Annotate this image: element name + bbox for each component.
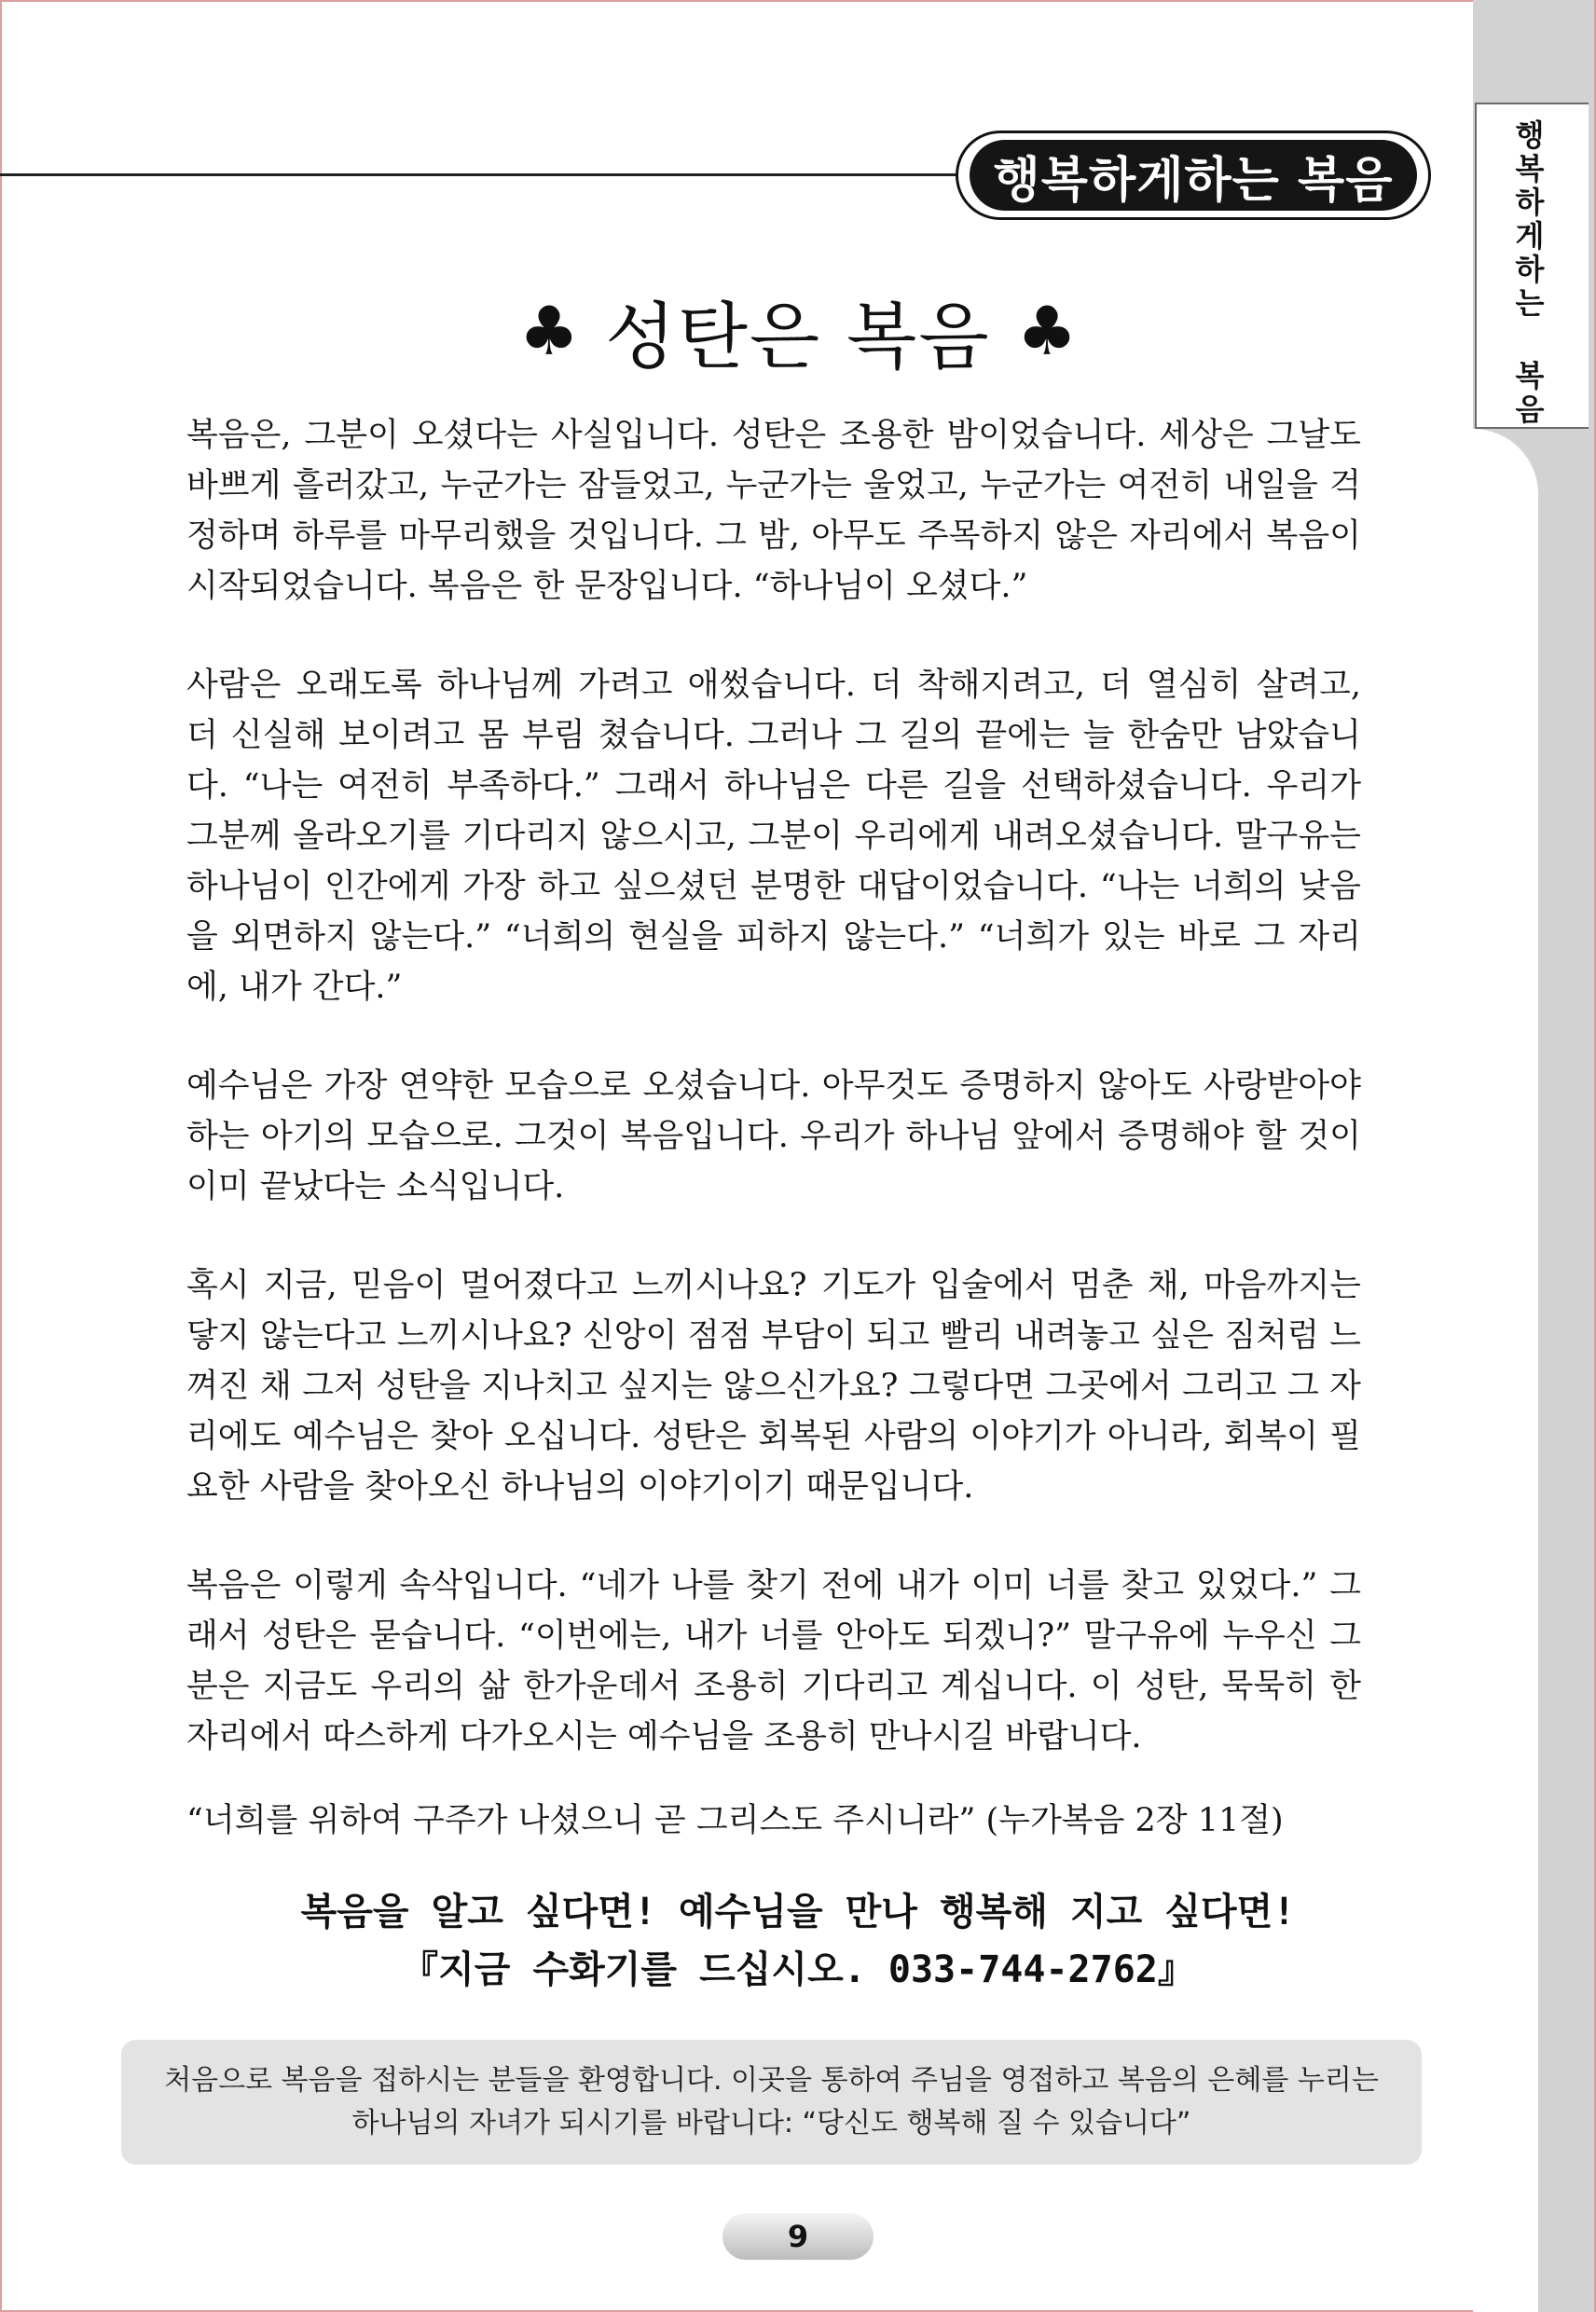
title-text: 성탄은 복음 <box>605 296 991 379</box>
page-number: 9 <box>787 2219 809 2254</box>
side-tab-label: 행복하게하는 복음 <box>1510 119 1546 427</box>
paragraph: 사람은 오래도록 하나님께 가려고 애썼습니다. 더 착해지려고, 더 열심히 살려고, 더 신실해 보이려고 몸 부림 쳤습니다. 그러나 그 길의 끝에는 늘 한숨만 남았습니다. “나는 여전히 부족하다.” 그래서 하나님은 다른 길을 선택하셨습니다. 우리가 그분께 올라오기를 기다리지 않으시고, 그분이 우리에게 내려오셨습니다. 말구유는 하나님이 인간에게 가장 하고 싶으셨던 분명한 대답이었습니다. “나는 너희의 낮음을 외면하지 않는다.” “너희의 현실을 피하지 않는다.” “너희가 있는 바로 그 자리에, 내가 간다.” <box>186 667 1361 1006</box>
article-body <box>186 410 1361 1846</box>
club-icon: ♣ <box>1016 292 1078 370</box>
club-icon: ♣ <box>518 292 580 370</box>
page-number-badge <box>722 2213 874 2260</box>
call-to-action <box>0 1883 1596 1999</box>
cta-line-2: 『지금 수화기를 드십시오. 033-744-2762』 <box>401 1948 1195 1991</box>
side-curve <box>1473 429 1538 2312</box>
paragraph: 예수님은 가장 연약한 모습으로 오셨습니다. 아무것도 증명하지 않아도 사랑받아야 하는 아기의 모습으로. 그것이 복음입니다. 우리가 하나님 앞에서 증명해야 할 것이 이미 끝났다는 소식입니다. <box>186 1067 1361 1205</box>
paragraph: 혹시 지금, 믿음이 멀어졌다고 느끼시나요? 기도가 입술에서 멈춘 채, 마음까지는 닿지 않는다고 느끼시나요? 신앙이 점점 부담이 되고 빨리 내려놓고 싶은 짐처럼 느껴진 채 그저 성탄을 지나치고 싶지는 않으신가요? 그렇다면 그곳에서 그리고 그 자리에도 예수님은 찾아 오십니다. 성탄은 회복된 사람의 이야기가 아니라, 회복이 필요한 사람을 찾아오신 하나님의 이야기이기 때문입니다. <box>186 1267 1361 1506</box>
page-title <box>0 275 1596 387</box>
paragraph: 복음은 이렇게 속삭입니다. “네가 나를 찾기 전에 내가 이미 너를 찾고 있었다.” 그래서 성탄은 묻습니다. “이번에는, 내가 너를 안아도 되겠니?” 말구유에 누우신 그분은 지금도 우리의 삶 한가운데서 조용히 기다리고 계십니다. 이 성탄, 묵묵히 한 자리에서 따스하게 다가오시는 예수님을 조용히 만나시길 바랍니다. <box>186 1567 1361 1755</box>
header-rule <box>0 173 970 176</box>
welcome-notice-text: 처음으로 복음을 접하시는 분들을 환영합니다. 이곳을 통하여 주님을 영접하고 복음의 은혜를 누리는 하나님의 자녀가 되시기를 바랍니다: “당신도 행복해 질 수 있습니다” <box>164 2064 1379 2140</box>
paragraph: 복음은, 그분이 오셨다는 사실입니다. 성탄은 조용한 밤이었습니다. 세상은 그날도 바쁘게 흘러갔고, 누군가는 잠들었고, 누군가는 울었고, 누군가는 여전히 내일을 걱정하며 하루를 마무리했을 것입니다. 그 밤, 아무도 주목하지 않은 자리에서 복음이 시작되었습니다. 복음은 한 문장입니다. “하나님이 오셨다.” <box>186 417 1361 605</box>
header-badge: 행복하게하는 복음 <box>970 140 1417 211</box>
scripture-verse: “너희를 위하여 구주가 나셨으니 곧 그리스도 주시니라” (누가복음 2장 11절) <box>186 1802 1284 1839</box>
welcome-notice <box>121 2040 1422 2165</box>
cta-line-1: 복음을 알고 싶다면! 예수님을 만나 행복해 지고 싶다면! <box>300 1891 1296 1934</box>
